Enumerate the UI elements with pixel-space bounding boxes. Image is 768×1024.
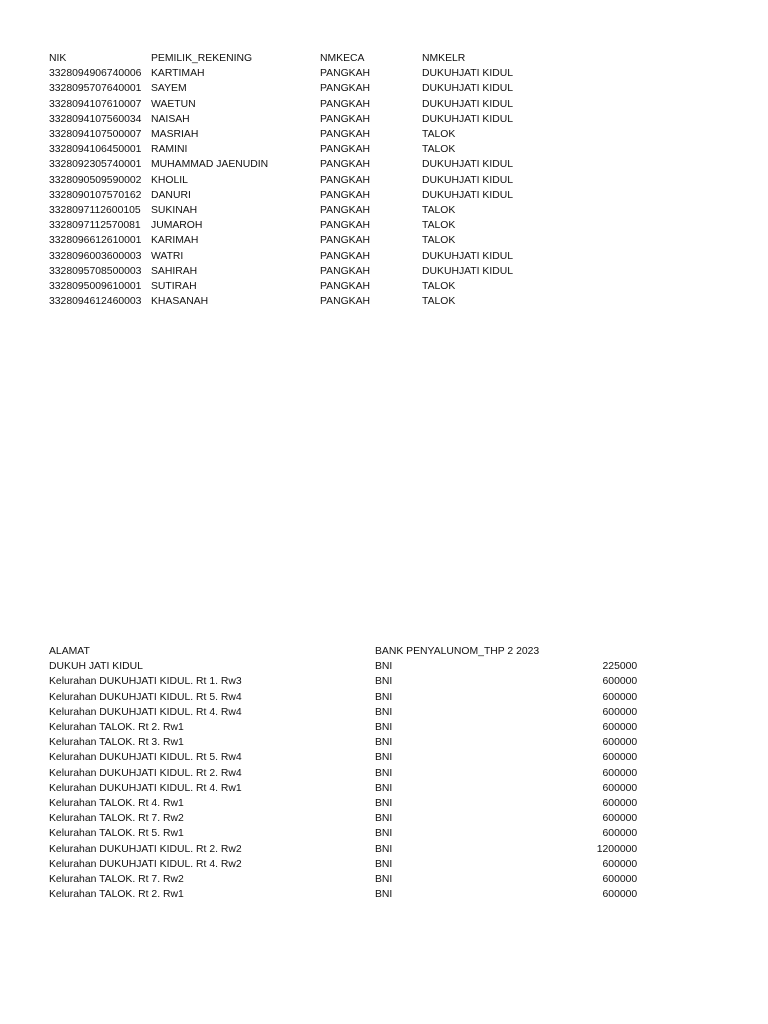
cell-nik: 3328090107570162 — [49, 189, 142, 201]
cell-bank: BNI — [375, 676, 393, 688]
recipient-table — [49, 51, 542, 309]
cell-pemilik-rekening: MUHAMMAD JAENUDIN — [151, 159, 269, 171]
cell-nmkelr: TALOK — [422, 220, 456, 232]
table-row — [49, 735, 637, 750]
cell-alamat: Kelurahan TALOK. Rt 7. Rw2 — [49, 813, 184, 825]
cell-bank: BNI — [375, 843, 393, 855]
header-amount — [539, 644, 637, 659]
cell-alamat: Kelurahan DUKUHJATI KIDUL. Rt 2. Rw2 — [49, 843, 242, 855]
cell-nmkeca: PANGKAH — [320, 98, 371, 110]
table-row — [49, 887, 637, 902]
cell-pemilik-rekening: KARIMAH — [151, 235, 199, 247]
recipient-table-body — [49, 66, 542, 309]
cell-nik: 3328094107560034 — [49, 113, 142, 125]
table-row — [49, 127, 542, 142]
cell-nmkeca: PANGKAH — [320, 129, 371, 141]
cell-amount: 600000 — [602, 737, 638, 749]
table-row — [49, 720, 637, 735]
cell-amount: 600000 — [602, 752, 638, 764]
cell-nik: 3328095009610001 — [49, 281, 142, 293]
cell-nmkeca: PANGKAH — [320, 220, 371, 232]
table-row — [49, 112, 542, 127]
cell-nmkelr: DUKUHJATI KIDUL — [422, 174, 514, 186]
address-table-body — [49, 659, 637, 902]
cell-nmkelr: TALOK — [422, 296, 456, 308]
cell-bank: BNI — [375, 798, 393, 810]
cell-nmkelr: DUKUHJATI KIDUL — [422, 68, 514, 80]
cell-amount: 600000 — [602, 874, 638, 886]
cell-nmkelr: TALOK — [422, 235, 456, 247]
header-nik: NIK — [49, 53, 67, 64]
table-row — [49, 857, 637, 872]
header-nmkelr: NMKELR — [422, 53, 466, 64]
cell-amount: 600000 — [602, 767, 638, 779]
header-pemilik-rekening: PEMILIK_REKENING — [151, 53, 253, 64]
cell-pemilik-rekening: SUKINAH — [151, 205, 198, 217]
cell-alamat: Kelurahan TALOK. Rt 2. Rw1 — [49, 722, 184, 734]
table-row — [49, 659, 637, 674]
cell-nmkelr: DUKUHJATI KIDUL — [422, 98, 514, 110]
cell-amount: 600000 — [602, 706, 638, 718]
table-row — [49, 750, 637, 765]
cell-nmkeca: PANGKAH — [320, 265, 371, 277]
cell-alamat: Kelurahan TALOK. Rt 7. Rw2 — [49, 874, 184, 886]
cell-bank: BNI — [375, 752, 393, 764]
cell-nmkeca: PANGKAH — [320, 174, 371, 186]
cell-bank: BNI — [375, 706, 393, 718]
table-row — [49, 142, 542, 157]
cell-nmkelr: DUKUHJATI KIDUL — [422, 83, 514, 95]
cell-nmkeca: PANGKAH — [320, 159, 371, 171]
cell-alamat: Kelurahan DUKUHJATI KIDUL. Rt 5. Rw4 — [49, 752, 242, 764]
cell-bank: BNI — [375, 767, 393, 779]
header-nmkeca: NMKECA — [320, 53, 365, 64]
cell-alamat: Kelurahan DUKUHJATI KIDUL. Rt 4. Rw2 — [49, 858, 242, 870]
cell-nik: 3328095708500003 — [49, 265, 142, 277]
cell-nmkeca: PANGKAH — [320, 235, 371, 247]
table-row — [49, 690, 637, 705]
table-row — [49, 705, 637, 720]
table-row — [49, 173, 542, 188]
cell-alamat: Kelurahan TALOK. Rt 2. Rw1 — [49, 889, 184, 901]
cell-amount: 225000 — [602, 661, 638, 673]
cell-pemilik-rekening: KHASANAH — [151, 296, 209, 308]
cell-nmkeca: PANGKAH — [320, 296, 371, 308]
table-row — [49, 264, 542, 279]
cell-bank: BNI — [375, 782, 393, 794]
cell-bank: BNI — [375, 661, 393, 673]
header-row — [49, 51, 542, 66]
table-row — [49, 81, 542, 96]
table-row — [49, 872, 637, 887]
cell-amount: 600000 — [602, 828, 638, 840]
cell-alamat: Kelurahan TALOK. Rt 4. Rw1 — [49, 798, 184, 810]
cell-pemilik-rekening: MASRIAH — [151, 129, 199, 141]
cell-nmkeca: PANGKAH — [320, 281, 371, 293]
table-row — [49, 826, 637, 841]
cell-pemilik-rekening: KHOLIL — [151, 174, 188, 186]
cell-amount: 600000 — [602, 813, 638, 825]
cell-nmkeca: PANGKAH — [320, 83, 371, 95]
cell-nmkelr: DUKUHJATI KIDUL — [422, 113, 514, 125]
cell-nik: 3328096612610001 — [49, 235, 142, 247]
cell-pemilik-rekening: JUMAROH — [151, 220, 203, 232]
table-row — [49, 233, 542, 248]
cell-amount: 1200000 — [596, 843, 638, 855]
cell-pemilik-rekening: DANURI — [151, 189, 191, 201]
cell-amount: 600000 — [602, 722, 638, 734]
cell-nik: 3328092305740001 — [49, 159, 142, 171]
cell-alamat: Kelurahan DUKUHJATI KIDUL. Rt 4. Rw1 — [49, 782, 242, 794]
cell-amount: 600000 — [602, 798, 638, 810]
header-row — [49, 644, 637, 659]
cell-nik: 3328094612460003 — [49, 296, 142, 308]
cell-pemilik-rekening: SAHIRAH — [151, 265, 198, 277]
cell-amount: 600000 — [602, 691, 638, 703]
table-row — [49, 279, 542, 294]
cell-nmkelr: TALOK — [422, 129, 456, 141]
table-row — [49, 157, 542, 172]
table-row — [49, 203, 542, 218]
cell-nik: 3328094106450001 — [49, 144, 142, 156]
cell-nik: 3328095707640001 — [49, 83, 142, 95]
cell-alamat: Kelurahan DUKUHJATI KIDUL. Rt 4. Rw4 — [49, 706, 242, 718]
cell-bank: BNI — [375, 722, 393, 734]
cell-alamat: Kelurahan TALOK. Rt 5. Rw1 — [49, 828, 184, 840]
cell-pemilik-rekening: SUTIRAH — [151, 281, 197, 293]
cell-pemilik-rekening: KARTIMAH — [151, 68, 205, 80]
cell-pemilik-rekening: NAISAH — [151, 113, 190, 125]
cell-alamat: Kelurahan DUKUHJATI KIDUL. Rt 5. Rw4 — [49, 691, 242, 703]
cell-alamat: Kelurahan DUKUHJATI KIDUL. Rt 1. Rw3 — [49, 676, 242, 688]
cell-nmkelr: TALOK — [422, 205, 456, 217]
cell-nik: 3328097112600105 — [49, 205, 141, 217]
cell-bank: BNI — [375, 858, 393, 870]
cell-nmkeca: PANGKAH — [320, 68, 371, 80]
cell-amount: 600000 — [602, 676, 638, 688]
cell-nik: 3328094107500007 — [49, 129, 142, 141]
cell-nik: 3328094107610007 — [49, 98, 142, 110]
table-row — [49, 218, 542, 233]
cell-nmkelr: TALOK — [422, 144, 456, 156]
cell-nmkelr: DUKUHJATI KIDUL — [422, 265, 514, 277]
cell-bank: BNI — [375, 737, 393, 749]
cell-nmkeca: PANGKAH — [320, 144, 371, 156]
cell-alamat: Kelurahan TALOK. Rt 3. Rw1 — [49, 737, 184, 749]
cell-bank: BNI — [375, 874, 393, 886]
cell-alamat: Kelurahan DUKUHJATI KIDUL. Rt 2. Rw4 — [49, 767, 242, 779]
header-bank: BANK PENYALUNOM_THP 2 2023 — [375, 646, 540, 657]
cell-nik: 3328097112570081 — [49, 220, 141, 232]
cell-bank: BNI — [375, 691, 393, 703]
cell-amount: 600000 — [602, 858, 638, 870]
cell-nik: 3328090509590002 — [49, 174, 142, 186]
cell-pemilik-rekening: WAETUN — [151, 98, 196, 110]
cell-nmkelr: DUKUHJATI KIDUL — [422, 159, 514, 171]
cell-bank: BNI — [375, 813, 393, 825]
table-row — [49, 811, 637, 826]
address-table — [49, 644, 637, 902]
cell-bank: BNI — [375, 889, 393, 901]
table-row — [49, 766, 637, 781]
cell-nmkelr: TALOK — [422, 281, 456, 293]
cell-pemilik-rekening: WATRI — [151, 250, 184, 262]
cell-nmkelr: DUKUHJATI KIDUL — [422, 250, 514, 262]
cell-pemilik-rekening: SAYEM — [151, 83, 187, 95]
cell-pemilik-rekening: RAMINI — [151, 144, 188, 156]
cell-nmkeca: PANGKAH — [320, 189, 371, 201]
cell-alamat: DUKUH JATI KIDUL — [49, 661, 143, 673]
table-row — [49, 249, 542, 264]
cell-nmkeca: PANGKAH — [320, 205, 371, 217]
cell-nmkeca: PANGKAH — [320, 250, 371, 262]
cell-bank: BNI — [375, 828, 393, 840]
table-row — [49, 842, 637, 857]
cell-nmkelr: DUKUHJATI KIDUL — [422, 189, 514, 201]
table-row — [49, 66, 542, 81]
table-row — [49, 781, 637, 796]
table-row — [49, 188, 542, 203]
table-row — [49, 674, 637, 689]
cell-nmkeca: PANGKAH — [320, 113, 371, 125]
table-row — [49, 294, 542, 309]
table-row — [49, 796, 637, 811]
cell-amount: 600000 — [602, 889, 638, 901]
cell-nik: 3328096003600003 — [49, 250, 142, 262]
cell-nik: 3328094906740006 — [49, 68, 142, 80]
table-row — [49, 97, 542, 112]
header-alamat: ALAMAT — [49, 646, 90, 657]
cell-amount: 600000 — [602, 782, 638, 794]
